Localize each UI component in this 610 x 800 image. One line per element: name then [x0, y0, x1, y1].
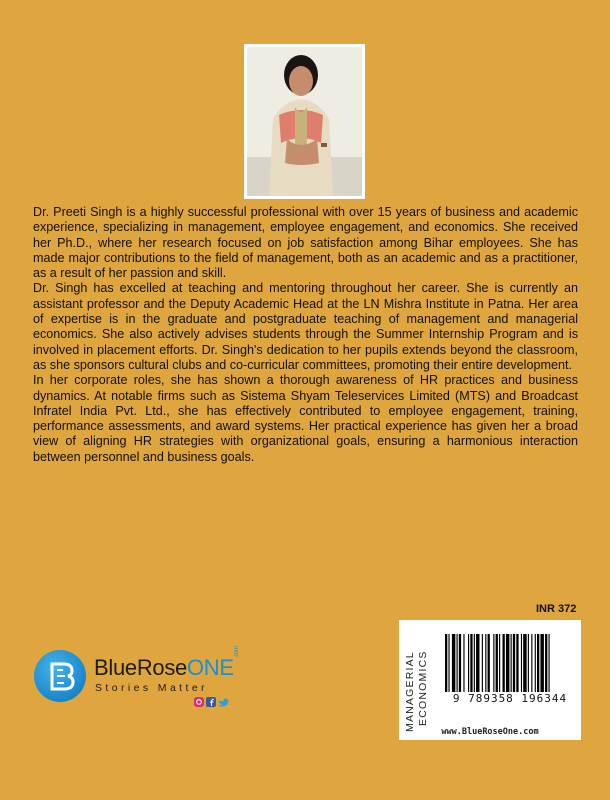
bio-paragraph: In her corporate roles, she has shown a thorough awareness of HR practices and business dynamics. At notable firms such as Sistema Shyam Teleservices Limited (MTS) and Broadcast Infratel India Pvt. Ltd., she has effectively contributed to employee engagement, training, performance assessments, and award systems. Her practical experience has given her a broad view of aligning HR strategies with organizational goals, ensuring a harmonious interaction between personnel and business goals.: [33, 373, 578, 464]
book-title-line1: MANAGERIAL: [404, 651, 416, 732]
social-icons: [194, 694, 230, 704]
book-title-line2: ECONOMICS: [417, 650, 429, 726]
author-bio: [33, 205, 578, 465]
website-url[interactable]: www.BlueRoseOne.com: [441, 727, 539, 737]
author-photo: [244, 44, 365, 199]
author-portrait-image: [247, 47, 362, 196]
twitter-icon: [218, 699, 229, 707]
bluerose-logo-icon: [34, 650, 86, 702]
publisher-name: [94, 646, 240, 681]
publisher-domain-suffix: .com: [234, 646, 240, 658]
publisher-tagline: Stories Matter: [95, 682, 208, 694]
publisher-name-accent: ONE: [187, 655, 234, 680]
bio-paragraph: Dr. Singh has excelled at teaching and mentoring throughout her career. She is currently an assistant professor and the Deputy Academic Head at the LN Mishra Institute in Patna. Her area of expertise is in the graduate and postgraduate teaching of management and managerial economics. She also actively advises students through the Summer Internship Program and is involved in placement efforts. Dr. Singh's dedication to her pupils extends beyond the classroom, as she sponsors cultural clubs and co-curricular committees, promoting their entire development.: [33, 281, 578, 372]
bio-paragraph: Dr. Preeti Singh is a highly successful professional with over 15 years of business and academic experience, specializing in management, employee engagement, and economics. She received her Ph.D., where her research focused on job satisfaction among Bihar employees. She has made major contributions to the field of management, both as an academic and as a practitioner, as a result of her passion and skill.: [33, 205, 578, 281]
instagram-icon: [194, 697, 204, 707]
price-label: INR 372: [536, 603, 577, 615]
book-title-vertical: [399, 620, 433, 740]
isbn-number: 9 789358 196344: [452, 692, 568, 705]
author-portrait-illustration: [247, 47, 362, 196]
publisher-name-main: BlueRose: [94, 655, 187, 680]
